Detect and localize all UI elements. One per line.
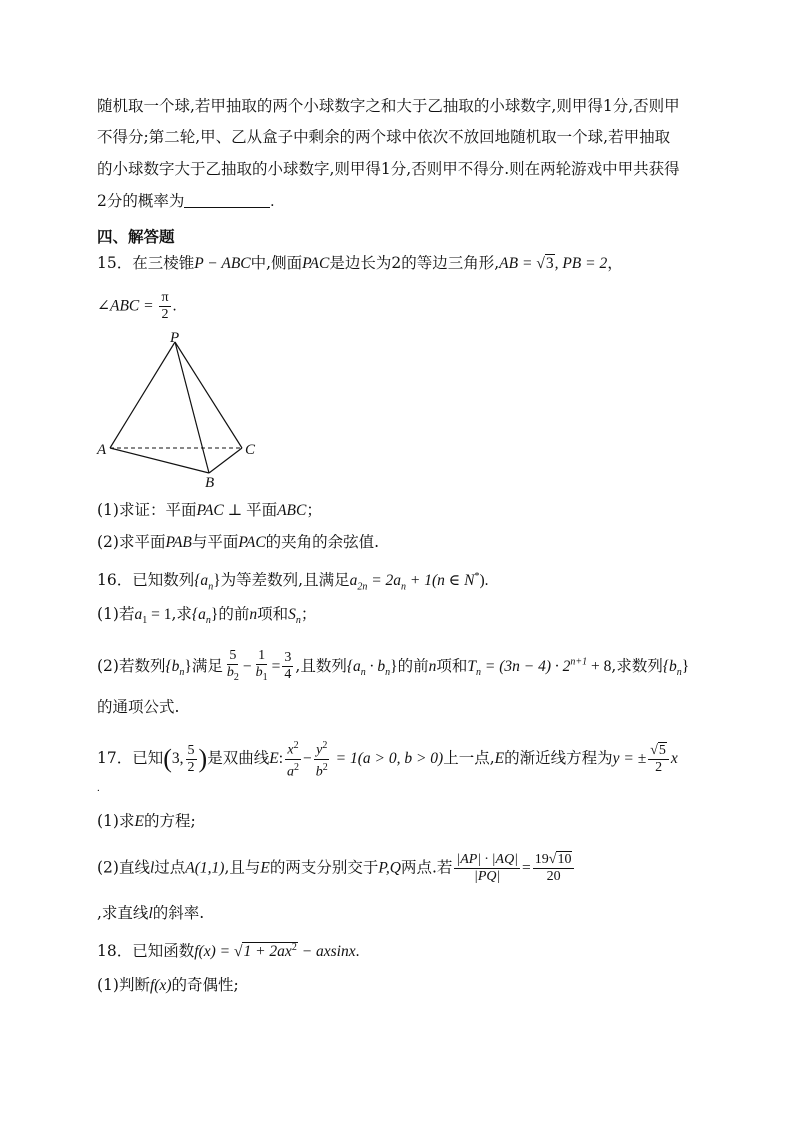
pyramid-figure — [92, 330, 272, 490]
q16-p2-ab: {a — [346, 657, 361, 675]
q16-tn: T — [467, 657, 477, 675]
q14-text-3: 的小球数字大于乙抽取的小球数字,则甲得1分,否则甲不得分.则在两轮游戏中甲共获得 — [97, 160, 680, 178]
label-b: B — [205, 475, 215, 490]
q15-ab: AB = — [499, 255, 537, 272]
q16-p2-e: 项和 — [436, 656, 468, 675]
label-c: C — [245, 442, 256, 458]
q16-fb2-sub: 2 — [233, 671, 239, 683]
q16-eq-b: = 2a — [367, 572, 402, 590]
q17-part2-line2 — [97, 902, 204, 925]
q17-b2: b — [315, 764, 323, 780]
q17-p2-e: 两点.若 — [400, 858, 453, 877]
q18-tail: − axsinx — [297, 943, 356, 961]
q16-eq-sub: 2n — [357, 581, 368, 593]
q17-sqrt5: 5 — [658, 742, 666, 758]
q16-line2: 的通项公式. — [97, 698, 180, 716]
q16-frac-3-4 — [282, 650, 293, 683]
edge-pb — [175, 342, 209, 473]
q16-p1-a1-sub: 1 — [142, 615, 148, 627]
q16-part2-line2 — [97, 696, 179, 718]
q15-stem-b: 中,侧面 — [250, 254, 303, 272]
q17-asym: y = ± — [612, 750, 647, 768]
q16-p1-e: ； — [300, 605, 317, 623]
q16-p2-n: n — [428, 657, 437, 675]
q17-pt-5: 5 — [187, 742, 195, 758]
q17-frac-19sqrt10-20: $\frac{19√10}{20}$ — [533, 852, 575, 885]
label-a: A — [97, 442, 107, 458]
q18-p1-b: 的奇偶性; — [171, 976, 239, 994]
q16-frac-5-b2 — [225, 648, 241, 686]
q17-x2-sup: 2 — [293, 740, 299, 751]
q16-p2-ab-sub2: n — [385, 666, 391, 678]
q15-p2-a: (2)求平面 — [97, 533, 166, 551]
q17-p1: (1)求 — [97, 812, 135, 830]
q14-text-2: 不得分;第二轮,甲、乙从盒子中剩余的两个球中依次不放回地随机取一个球,若甲抽取 — [97, 128, 671, 146]
q16-tn-sub: n — [476, 666, 482, 678]
q15-p2-b: 与平面 — [191, 533, 239, 551]
q15-p1-a: (1)求证：平面 — [97, 501, 197, 519]
q15-p2-pab: PAB — [165, 534, 192, 551]
q18-sqrt-sup: 2 — [291, 942, 297, 953]
q15-face: PAC — [302, 255, 330, 272]
q15-angle-line — [97, 290, 176, 323]
q17-stem-a: 17．已知 — [97, 749, 164, 768]
q17-stem-d: 的渐近线方程为 — [504, 749, 613, 768]
q17-stem-b: 是双曲线 — [207, 749, 270, 768]
q15-p2-c: 的夹角的余弦值. — [265, 533, 380, 551]
q17-p2-d: 的两支分别交于 — [269, 858, 379, 877]
q14-line-2 — [97, 126, 670, 148]
q14-line-4: 2分的概率为 . — [97, 192, 275, 210]
edge-pa — [110, 342, 175, 448]
q16-eq: a — [349, 572, 358, 590]
q17-stem: 17．已知(3, $\frac{5}{2}$ )是双曲线E: $\frac{x^2}{a^2}$ − $\frac{y^2}{b^2}$ = 1(a > 0, b > 0)上一点,E的渐近线方程为y = ± $\frac{√5}{2}$ x — [97, 740, 678, 780]
q17-r-den: 20 — [546, 869, 561, 884]
q17-minus: − — [303, 750, 312, 768]
q16-part2 — [97, 648, 689, 686]
q17-E2: E — [494, 750, 505, 768]
q17-dot: . — [97, 782, 100, 794]
q15-dot: . — [172, 297, 177, 315]
q17-p2-a: (2)直线 — [97, 858, 150, 877]
q16-p1-s-sub: n — [295, 615, 301, 627]
q16-f1: 1 — [258, 648, 266, 663]
q17-p2-l: l — [149, 859, 155, 877]
q17-x2: x — [287, 742, 294, 758]
q15-p1-pac: PAC — [196, 502, 224, 519]
q18-fx: f(x) = — [194, 943, 234, 961]
q17-two: 2 — [655, 759, 663, 775]
q16-p2-b: 满足 — [191, 656, 223, 675]
q17-line2-l: l — [148, 905, 153, 922]
q17-stem-c: 上一点, — [443, 749, 495, 768]
q17-x: x — [670, 750, 678, 768]
q16-p1-a: (1)若 — [97, 605, 135, 623]
section-heading — [97, 226, 175, 248]
q17-line2-a: ,求直线 — [97, 904, 149, 922]
q17-frac-sqrt5-2: $\frac{√5}{2}$ — [648, 743, 669, 776]
q15-stem: 15．在三棱锥P − ABC中,侧面PAC是边长为2的等边三角形,AB = √3, PB = 2， — [97, 254, 623, 272]
q18-p1-fx: f(x) — [149, 977, 172, 994]
q16-p2-c: ,且数列 — [295, 656, 347, 675]
q17-p2-c: ,且与 — [224, 858, 261, 877]
q14-text-4: 2分的概率为 — [97, 192, 185, 210]
q16-fb1: b — [255, 665, 263, 680]
q18-stem-a: 18．已知函数 — [97, 942, 195, 961]
q16-an: {a — [194, 572, 209, 590]
q15-pb: , PB = 2 — [554, 255, 608, 272]
q14-line-3 — [97, 158, 680, 180]
q16-frac-1-b1 — [254, 648, 270, 686]
q16-eqs: = — [271, 657, 281, 675]
answer-blank[interactable] — [184, 193, 270, 208]
q17-r-num-a: 19 — [534, 852, 549, 867]
q15-sqrt3: 3 — [545, 255, 554, 272]
q16-p2-bn-sub: n — [179, 666, 185, 678]
label-p: P — [170, 330, 180, 346]
q16-p1-s: S — [288, 606, 296, 623]
q17-pt-2: 2 — [187, 759, 195, 775]
q17-frac-y2-b2 — [314, 738, 330, 780]
q17-fr-den: |PQ| — [474, 869, 501, 884]
q15-angle: ∠ABC = — [97, 297, 158, 315]
q16-an-close: } — [213, 572, 221, 590]
q16-part1 — [97, 603, 316, 632]
q14-text-1: 随机取一个球,若甲抽取的两个小球数字之和大于乙抽取的小球数字,则甲得1分,否则甲 — [97, 97, 680, 115]
q16-p2-d: 的前 — [397, 656, 429, 675]
q16-stem — [97, 566, 489, 598]
q17-r-num-sqrt: 10 — [557, 852, 572, 867]
q15-p1-b: ⊥ 平面 — [223, 502, 278, 519]
q16-fb1-sub: 1 — [262, 671, 268, 683]
q17-p1-b: 的方程; — [143, 812, 196, 830]
q17-colon: : — [278, 750, 283, 768]
q16-p2-bn2: {b — [662, 657, 677, 675]
q16-eq-sup: * — [474, 571, 480, 582]
q15-p2-pac: PAC — [238, 534, 266, 551]
q16-p1-seq: {a — [191, 606, 206, 623]
q16-minus: − — [242, 657, 252, 675]
q16-p2-ab-sub: n — [360, 666, 366, 678]
q16-p1-b: ,求 — [171, 605, 192, 623]
q17-frac-x2-a2 — [285, 738, 301, 780]
q17-part2 — [97, 852, 576, 885]
q16-p1-eq: = 1 — [147, 606, 172, 623]
edge-bc — [209, 448, 242, 473]
q16-f5: 5 — [229, 648, 237, 663]
q17-a2-sup: 2 — [294, 761, 299, 773]
q16-p2-bn-close: } — [184, 657, 192, 675]
q16-eq-c: + 1(n ∈ N — [406, 572, 475, 590]
q17-b2-sup: 2 — [322, 761, 328, 773]
q16-f4: 4 — [284, 667, 292, 683]
q16-p1-a1: a — [134, 606, 143, 623]
q18-part1 — [97, 974, 239, 997]
q16-p2-f: ,求数列 — [611, 656, 663, 675]
q16-p2-bn: {b — [165, 657, 180, 675]
edge-ab — [110, 448, 209, 473]
q17-part1 — [97, 810, 196, 833]
q16-tn-sup: n+1 — [570, 656, 588, 668]
q17-p2-A: A(1,1) — [185, 859, 225, 877]
q15-p1-abc: ABC — [277, 502, 307, 519]
q16-p2-a: (2)若数列 — [97, 656, 166, 675]
edge-pc — [175, 342, 242, 448]
q15-stem-a: 15．在三棱锥 — [97, 254, 195, 272]
q15-pi-fraction — [159, 290, 170, 323]
q16-p2-ab-mid: · b — [365, 657, 386, 675]
q16-eq-sub2: n — [401, 581, 407, 593]
q16-p2-bn2-close: } — [681, 657, 690, 675]
q17-fr-eq: = — [522, 859, 531, 877]
q16-f3: 3 — [284, 650, 292, 666]
q17-y2-sup: 2 — [322, 740, 328, 751]
q15-stem-c: 是边长为2的等边三角形, — [329, 254, 500, 272]
q17-frac-ap-aq-pq — [454, 852, 520, 885]
q18-sqrt-body: 1 + 2ax — [243, 943, 292, 961]
q17-a2: a — [287, 764, 294, 780]
q16-stem-a: 16．已知数列 — [97, 571, 195, 590]
q16-fb2: b — [226, 665, 234, 680]
q17-pt-3: 3, — [171, 750, 184, 768]
q18-dot: . — [355, 943, 360, 961]
q16-p1-seq-sub: n — [205, 615, 211, 627]
q17-E: E — [269, 750, 279, 768]
q16-p1-n: n — [249, 606, 258, 623]
q15-pyramid: P − ABC — [194, 255, 251, 272]
q16-an-sub: n — [208, 581, 214, 593]
q17-p2-PQ: P,Q — [378, 859, 401, 877]
q17-line2-b: 的斜率. — [152, 904, 205, 922]
q16-p1-c: 的前 — [218, 605, 250, 623]
q16-eq-d: ). — [479, 572, 489, 590]
q16-tn-eq: = (3n − 4) · 2 — [481, 657, 571, 675]
q16-p2-bn2-sub: n — [676, 666, 682, 678]
q18-stem: 18．已知函数$f(x) = √1 + 2ax^2 - axsinx$. — [97, 942, 360, 961]
q16-p1-d: 项和 — [257, 605, 289, 623]
q15-pi: π — [161, 290, 169, 305]
q17-fr-num: |AP| · |AQ| — [456, 852, 519, 867]
q17-p2-E: E — [260, 859, 270, 877]
q17-p2-b: 过点 — [154, 858, 186, 877]
q15-two: 2 — [161, 307, 169, 322]
section-title: 四、解答题 — [97, 227, 175, 246]
q16-tn-tail: + 8 — [587, 657, 612, 675]
q16-p1-seq-close: } — [210, 606, 219, 623]
q17-frac-5-2 — [186, 743, 197, 776]
q14-line-1 — [97, 95, 680, 117]
q15-part1 — [97, 499, 322, 522]
q17-p1-E: E — [134, 813, 144, 830]
q18-p1-a: (1)判断 — [97, 976, 150, 994]
q15-p1-c: ； — [306, 501, 322, 519]
q17-y2: y — [316, 742, 323, 758]
q15-part2 — [97, 531, 379, 554]
q16-p2-ab-close: } — [390, 657, 398, 675]
q16-stem-b: 为等差数列,且满足 — [220, 571, 350, 590]
q17-period — [97, 782, 100, 794]
q17-eq-tail: = 1(a > 0, b > 0) — [331, 750, 444, 768]
q15-tail: ， — [607, 254, 623, 272]
